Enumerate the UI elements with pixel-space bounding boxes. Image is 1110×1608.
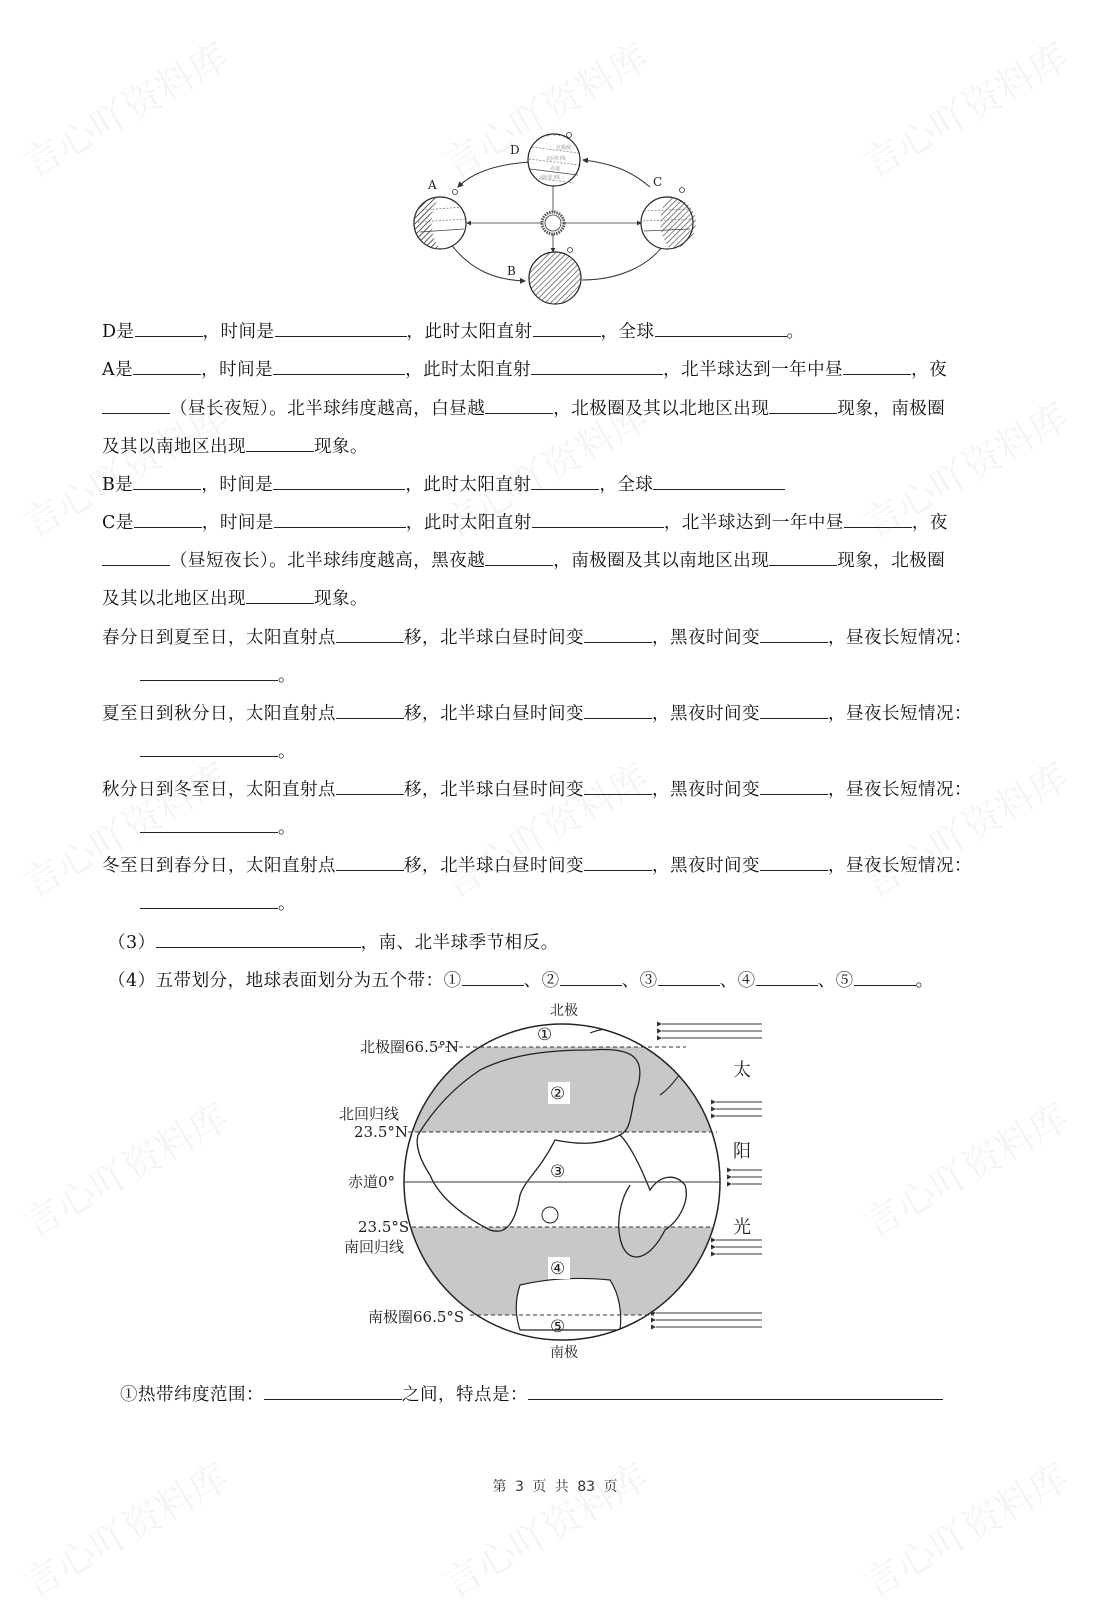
tropic-capricorn-name: 南回归线 bbox=[344, 1238, 405, 1256]
svg-text:赤道: 赤道 bbox=[550, 166, 561, 172]
svg-text:D: D bbox=[510, 143, 520, 157]
answer-blank[interactable] bbox=[140, 662, 278, 681]
answer-blank[interactable] bbox=[533, 318, 601, 337]
tropic-cancer-name: 北回归线 bbox=[339, 1105, 400, 1123]
answer-blank[interactable] bbox=[273, 471, 405, 490]
answer-blank[interactable] bbox=[102, 395, 170, 414]
answer-blank[interactable] bbox=[274, 509, 406, 528]
question-c-line1: C是 ，时间是 ，此时太阳直射 ，北半球达到一年中昼 ，夜 bbox=[102, 509, 948, 535]
answer-blank[interactable] bbox=[769, 547, 837, 566]
page-footer: 第 3 页 共 83 页 bbox=[492, 1479, 618, 1495]
question-3: （3） ，南、北半球季节相反。 bbox=[108, 929, 559, 955]
answer-blank[interactable] bbox=[336, 852, 404, 871]
svg-text:南回归线: 南回归线 bbox=[540, 175, 561, 181]
answer-blank[interactable] bbox=[485, 547, 553, 566]
sunlight-char: 阳 bbox=[733, 1141, 751, 1162]
earth-orbit-diagram bbox=[400, 125, 710, 305]
answer-blank[interactable] bbox=[658, 967, 720, 986]
answer-blank[interactable] bbox=[760, 700, 828, 719]
answer-blank[interactable] bbox=[584, 700, 652, 719]
zone-5-label: ⑤ bbox=[550, 1317, 566, 1337]
question-d: D是 ，时间是 ，此时太阳直射 ，全球 。 bbox=[102, 318, 805, 344]
tropic-cancer-lat: 23.5°N bbox=[354, 1123, 409, 1141]
period-2-answer: 。 bbox=[140, 738, 296, 764]
answer-blank[interactable] bbox=[528, 1381, 943, 1400]
answer-blank[interactable] bbox=[336, 776, 404, 795]
answer-blank[interactable] bbox=[156, 929, 361, 948]
question-b: B是 ，时间是 ，此时太阳直射 ，全球 bbox=[102, 471, 785, 497]
answer-blank[interactable] bbox=[756, 967, 818, 986]
question-a-line1: A是 ，时间是 ，此时太阳直射 ，北半球达到一年中昼 ，夜 bbox=[102, 356, 947, 382]
answer-blank[interactable] bbox=[140, 738, 278, 757]
zone-3-label: ③ bbox=[550, 1162, 566, 1182]
answer-blank[interactable] bbox=[760, 852, 828, 871]
answer-blank[interactable] bbox=[760, 624, 828, 643]
answer-blank[interactable] bbox=[246, 433, 314, 452]
answer-blank[interactable] bbox=[560, 967, 622, 986]
tropics-question: ①热带纬度范围： 之间，特点是： bbox=[120, 1381, 943, 1407]
answer-blank[interactable] bbox=[854, 967, 916, 986]
answer-blank[interactable] bbox=[133, 356, 201, 375]
answer-blank[interactable] bbox=[462, 967, 524, 986]
answer-blank[interactable] bbox=[134, 509, 202, 528]
answer-blank[interactable] bbox=[584, 624, 652, 643]
zone-4-label: ④ bbox=[550, 1259, 566, 1279]
question-a-line2: （昼长夜短）。北半球纬度越高，白昼越 ，北极圈及其以北地区出现 现象，南极圈 bbox=[102, 395, 945, 421]
answer-blank[interactable] bbox=[140, 890, 278, 909]
period-4: 冬至日到春分日，太阳直射点 移，北半球白昼时间变 ，黑夜时间变 ，昼夜长短情况： bbox=[102, 852, 972, 878]
answer-blank[interactable] bbox=[264, 1381, 402, 1400]
question-4: （4）五带划分，地球表面划分为五个带：① 、② 、③ 、④ 、⑤ 。 bbox=[108, 967, 934, 993]
answer-blank[interactable] bbox=[532, 509, 664, 528]
antarctic-circle-label: 南极圈66.5°S bbox=[368, 1308, 465, 1326]
answer-blank[interactable] bbox=[760, 776, 828, 795]
period-4-answer: 。 bbox=[140, 890, 296, 916]
tropic-capricorn-lat: 23.5°S bbox=[358, 1218, 410, 1236]
answer-blank[interactable] bbox=[655, 318, 787, 337]
answer-blank[interactable] bbox=[769, 395, 837, 414]
zone-1-label: ① bbox=[537, 1025, 553, 1045]
answer-blank[interactable] bbox=[336, 624, 404, 643]
equator-label: 赤道0° bbox=[348, 1173, 396, 1191]
answer-blank[interactable] bbox=[140, 814, 278, 833]
period-3: 秋分日到冬至日，太阳直射点 移，北半球白昼时间变 ，黑夜时间变 ，昼夜长短情况： bbox=[102, 776, 972, 802]
question-c-line2: （昼短夜长）。北半球纬度越高，黑夜越 ，南极圈及其以南地区出现 现象，北极圈 bbox=[102, 547, 945, 573]
orbit-figure bbox=[400, 125, 710, 305]
svg-text:北回归线: 北回归线 bbox=[546, 156, 567, 162]
answer-blank[interactable] bbox=[653, 471, 785, 490]
period-3-answer: 。 bbox=[140, 814, 296, 840]
question-c-line3: 及其以北地区出现 现象。 bbox=[102, 585, 368, 611]
svg-text:北极圈: 北极圈 bbox=[556, 145, 572, 151]
answer-blank[interactable] bbox=[273, 356, 405, 375]
zone-2-label: ② bbox=[550, 1084, 566, 1104]
answer-blank[interactable] bbox=[531, 471, 599, 490]
arctic-circle-label: 北极圈66.5°N bbox=[360, 1038, 460, 1056]
question-a-line3: 及其以南地区出现 现象。 bbox=[102, 433, 368, 459]
svg-text:B: B bbox=[507, 264, 516, 278]
sunlight-char: 太 bbox=[733, 1060, 751, 1081]
answer-blank[interactable] bbox=[531, 356, 663, 375]
svg-text:A: A bbox=[428, 178, 437, 192]
south-pole-label: 南极 bbox=[550, 1345, 578, 1361]
answer-blank[interactable] bbox=[102, 547, 170, 566]
answer-blank[interactable] bbox=[133, 471, 201, 490]
answer-blank[interactable] bbox=[485, 395, 553, 414]
answer-blank[interactable] bbox=[584, 776, 652, 795]
answer-blank[interactable] bbox=[135, 318, 203, 337]
answer-blank[interactable] bbox=[843, 356, 911, 375]
sunlight-char: 光 bbox=[733, 1217, 751, 1238]
five-zones-diagram bbox=[330, 995, 780, 1365]
answer-blank[interactable] bbox=[246, 585, 314, 604]
svg-text:C: C bbox=[653, 175, 663, 189]
period-2: 夏至日到秋分日，太阳直射点 移，北半球白昼时间变 ，黑夜时间变 ，昼夜长短情况： bbox=[102, 700, 972, 726]
answer-blank[interactable] bbox=[275, 318, 407, 337]
period-1-answer: 。 bbox=[140, 662, 296, 688]
answer-blank[interactable] bbox=[584, 852, 652, 871]
answer-blank[interactable] bbox=[844, 509, 912, 528]
answer-blank[interactable] bbox=[336, 700, 404, 719]
zones-figure bbox=[330, 995, 780, 1365]
north-pole-label: 北极 bbox=[550, 1003, 578, 1019]
period-1: 春分日到夏至日，太阳直射点 移，北半球白昼时间变 ，黑夜时间变 ，昼夜长短情况： bbox=[102, 624, 972, 650]
